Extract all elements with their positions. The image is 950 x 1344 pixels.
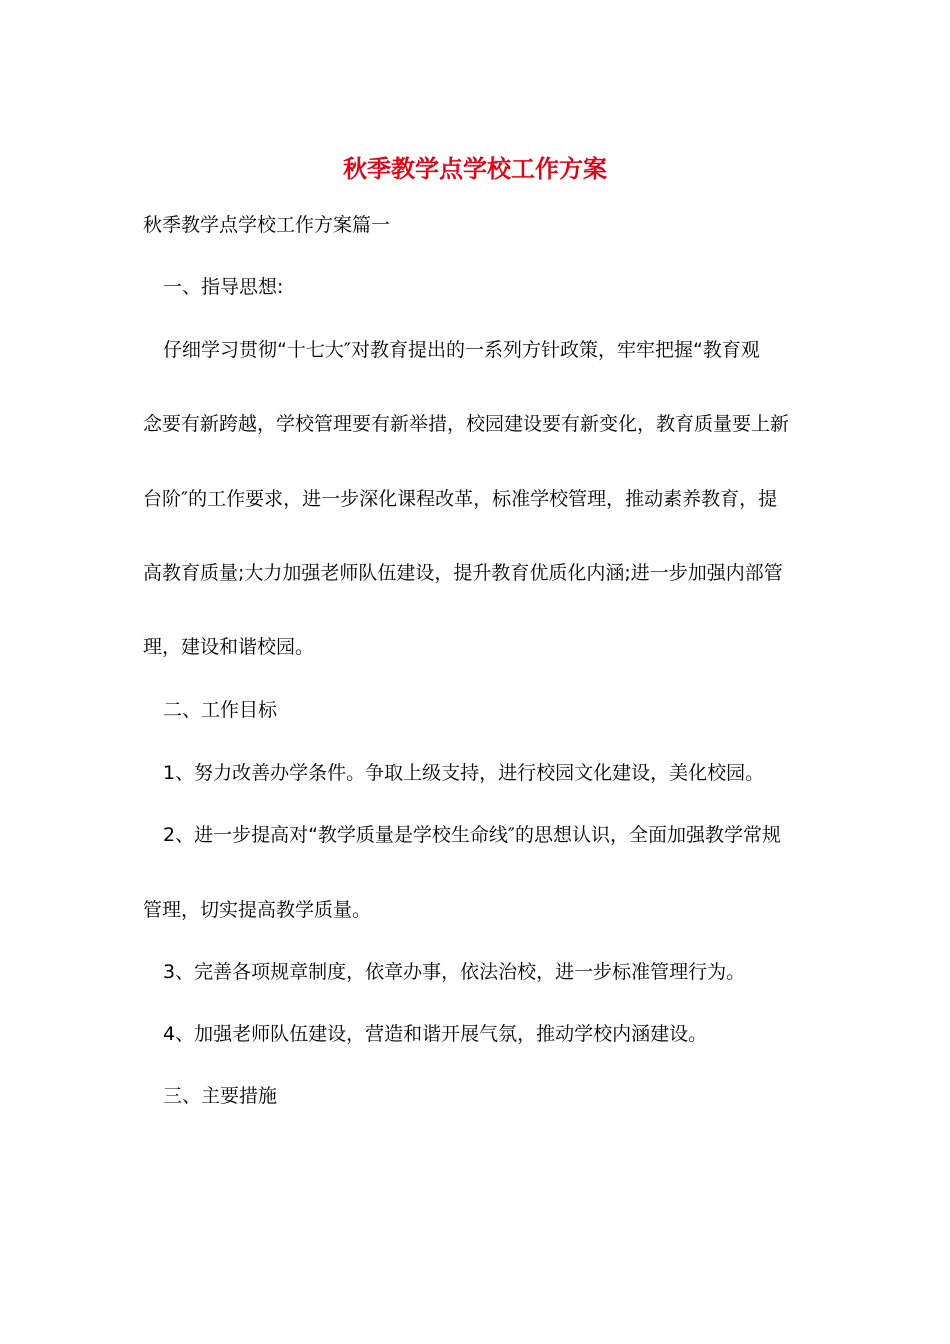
paragraph-line: 仔细学习贯彻“十七大″对教育提出的一系列方针政策，牢牢把握“教育观 bbox=[163, 339, 760, 361]
document-title: 秋季教学点学校工作方案 bbox=[343, 154, 607, 183]
section-heading-work-goals: 二、工作目标 bbox=[163, 699, 278, 721]
paragraph-line: 高教育质量;大力加强老师队伍建设，提升教育优质化内涵;进一步加强内部管 bbox=[143, 562, 783, 584]
paragraph-line: 理，建设和谐校园。 bbox=[143, 636, 315, 658]
section-heading-guiding-thought: 一、指导思想: bbox=[163, 276, 284, 298]
document-subtitle: 秋季教学点学校工作方案篇一 bbox=[143, 214, 391, 236]
goal-item: 3、完善各项规章制度，依章办事，依法治校，进一步标准管理行为。 bbox=[163, 961, 746, 983]
paragraph-line: 念要有新跨越，学校管理要有新举措，校园建设要有新变化，教育质量要上新 bbox=[143, 413, 790, 435]
goal-item: 1、努力改善办学条件。争取上级支持，进行校园文化建设，美化校园。 bbox=[163, 762, 765, 784]
goal-item: 4、加强老师队伍建设，营造和谐开展气氛，推动学校内涵建设。 bbox=[163, 1023, 708, 1045]
section-heading-main-measures: 三、主要措施 bbox=[163, 1085, 278, 1107]
goal-item-continued: 管理，切实提高教学质量。 bbox=[143, 899, 372, 921]
goal-item: 2、进一步提高对“教学质量是学校生命线″的思想认识，全面加强教学常规 bbox=[163, 824, 782, 846]
paragraph-line: 台阶″的工作要求，进一步深化课程改革，标准学校管理，推动素养教育，提 bbox=[143, 488, 778, 510]
